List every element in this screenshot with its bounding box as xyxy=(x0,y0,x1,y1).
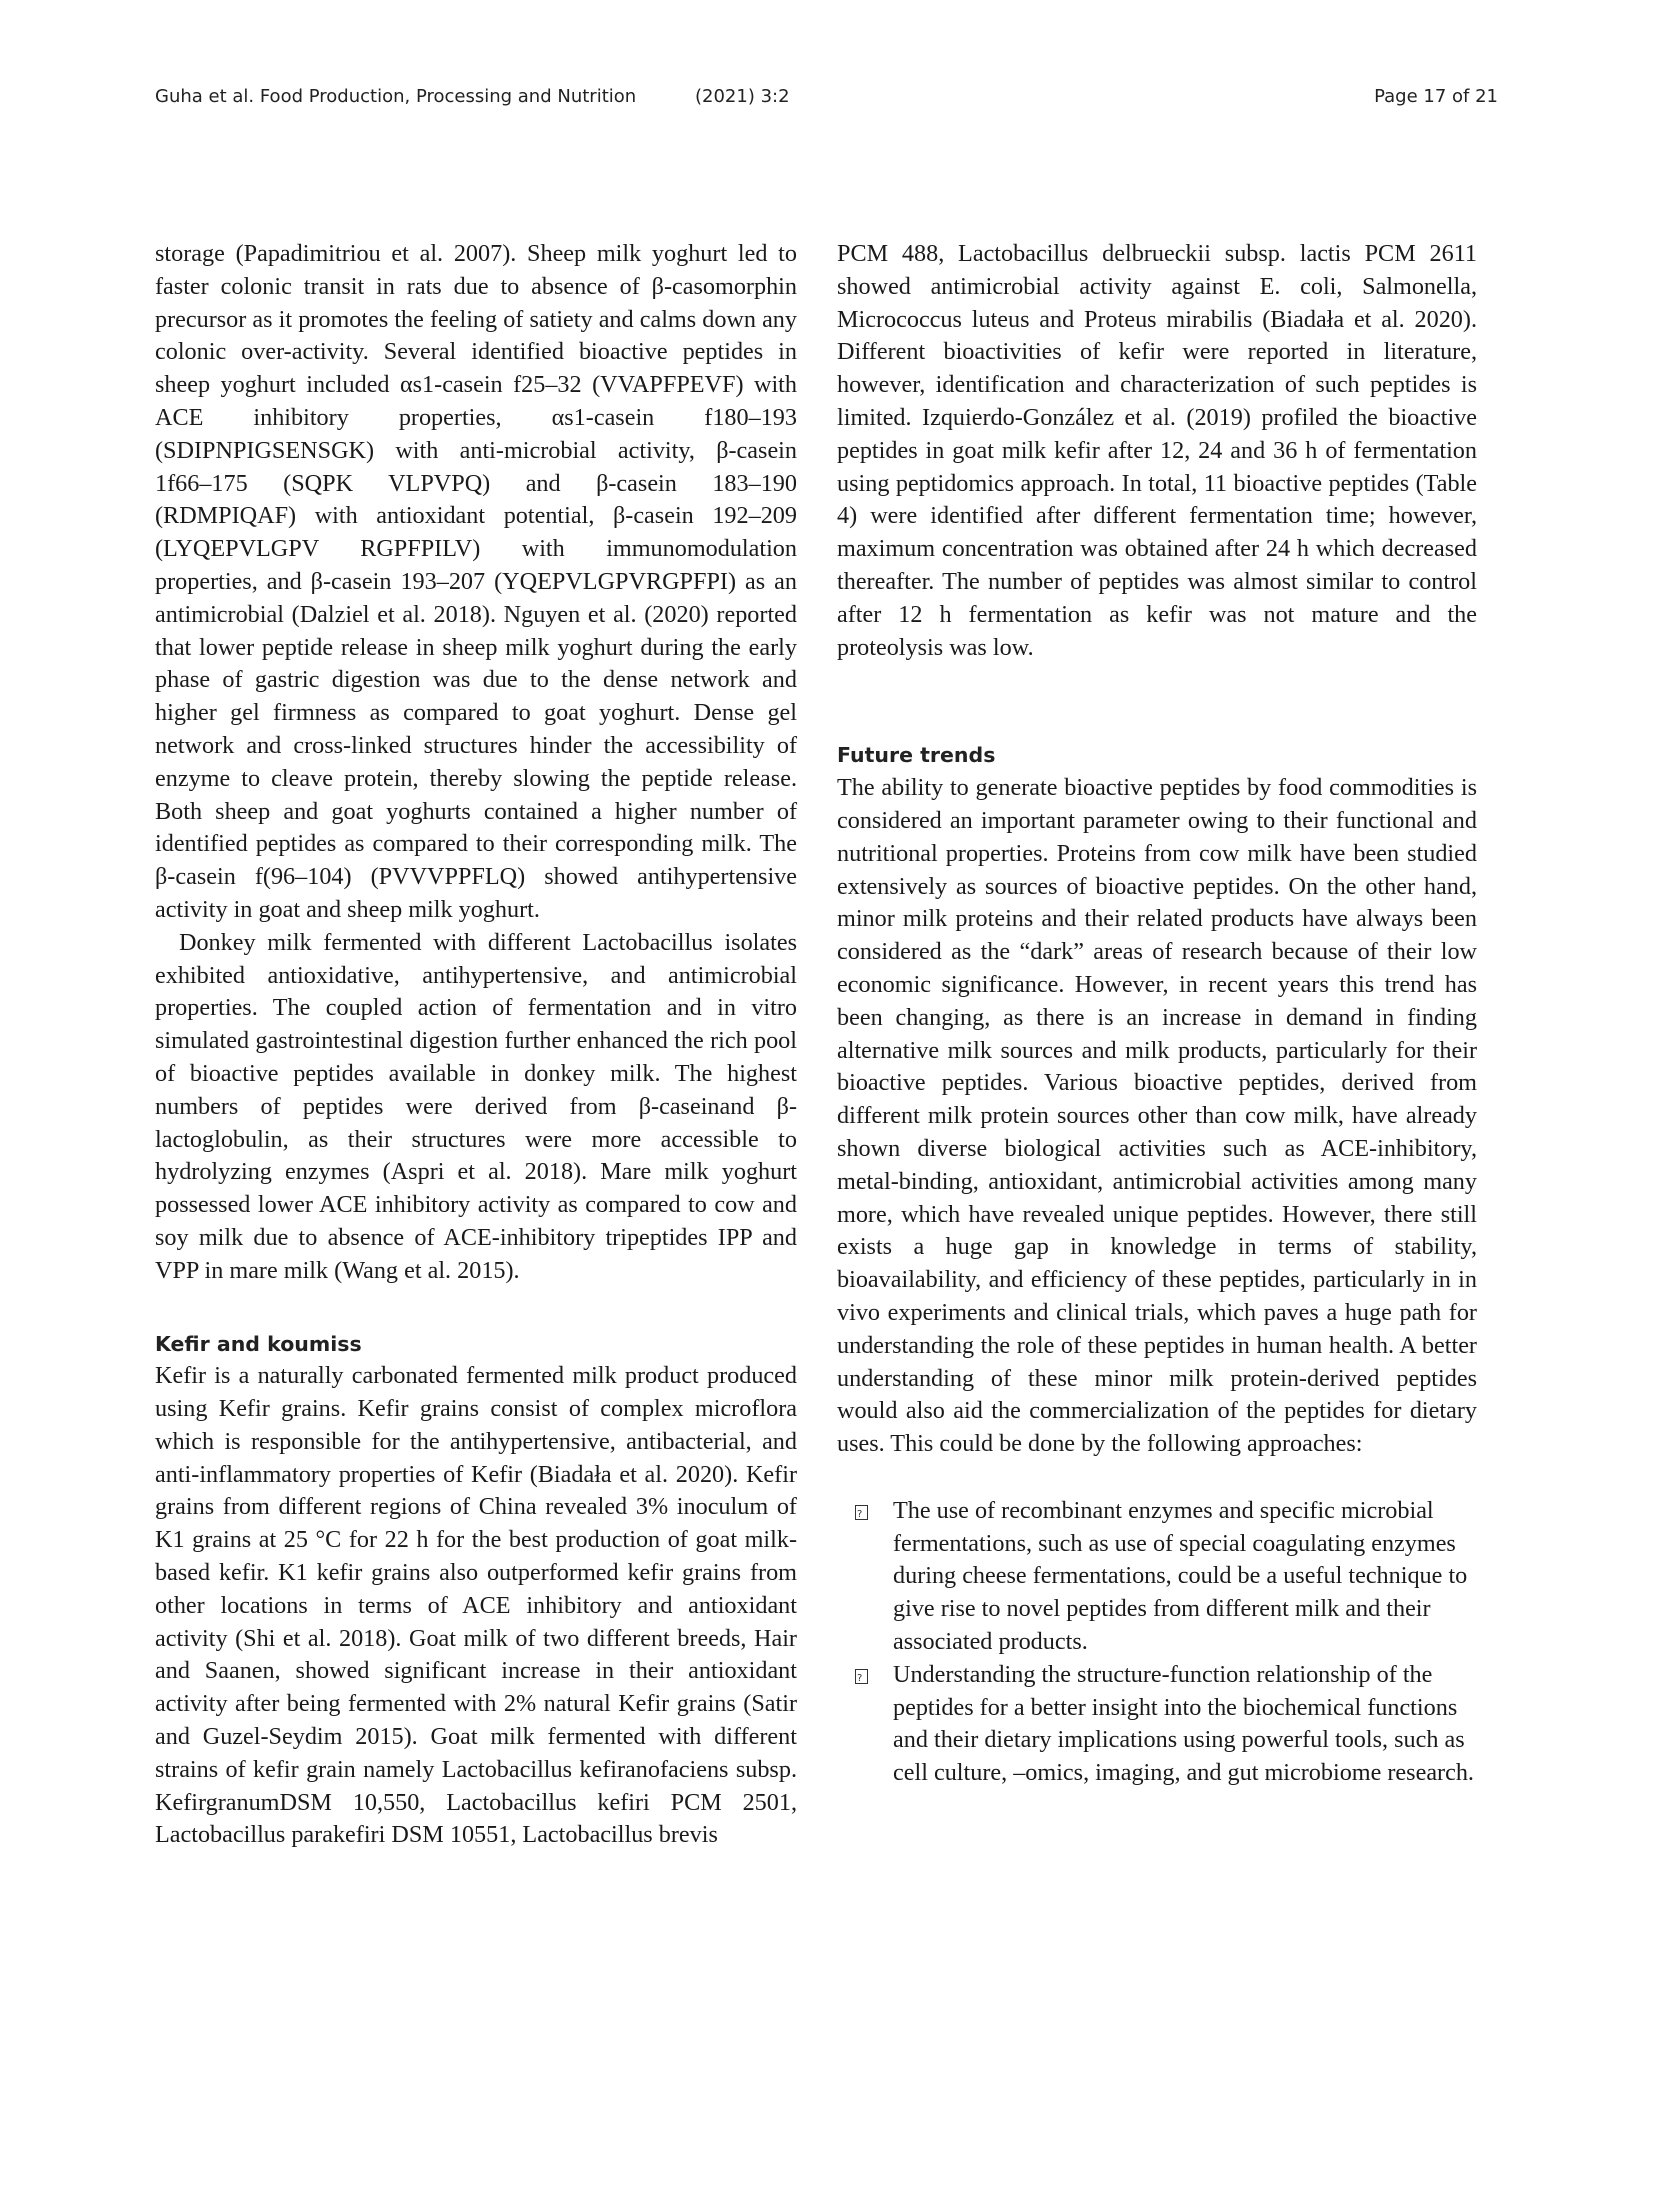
paragraph-donkey-mare-milk: Donkey milk fermented with different Lactobacillus isolates exhibited antioxidative, antihypertensive, and antimicrobial properties. The coupled action of fermentation and in vitro simulated gastrointestinal digestion further enhanced the rich pool of bioactive peptides available in donkey milk. The highest numbers of peptides were derived from β-caseinand β-lactoglobulin, as their structures were more accessible to hydrolyzing enzymes (Aspri et al. 2018). Mare milk yoghurt possessed lower ACE inhibitory activity as compared to cow and soy milk due to absence of ACE-inhibitory tripeptides IPP and VPP in mare milk (Wang et al. 2015). xyxy=(155,928,797,1284)
paragraph-sheep-yoghurt: storage (Papadimitriou et al. 2007). Sheep milk yoghurt led to faster colonic transit in rats due to absence of β-casomorphin precursor as it promotes the feeling of satiety and calms down any colonic over-activity. Several identified bioactive peptides in sheep yoghurt included αs1-casein f25–32 (VVAPFPEVF) with ACE inhibitory properties, αs1-casein f180–193 (SDIPNPIGSENSGK) with anti-microbial activity, β-casein 1f66–175 (SQPK VLPVPQ) and β-casein 183–190 (RDMPIQAF) with antioxidant potential, β-casein 192–209 (LYQEPVLGPV RGPFPILV) with immunomodulation properties, and β-casein 193–207 (YQEPVLGPVRGPFPI) as an antimicrobial (Dalziel et al. 2018). Nguyen et al. (2020) reported that lower peptide release in sheep milk yoghurt during the early phase of gastric digestion was due to the dense network and higher gel firmness as compared to goat yoghurt. Dense gel network and cross-linked structures hinder the accessibility of enzyme to cleave protein, thereby slowing the peptide release. Both sheep and goat yoghurts contained a higher number of identified peptides as compared to their corresponding milk. The β-casein f(96–104) (PVVVPPFLQ) showed antihypertensive activity in goat and sheep milk yoghurt. xyxy=(155,240,797,923)
page-header xyxy=(155,86,1498,116)
section-heading-future-trends: Future trends xyxy=(837,743,996,768)
left-column xyxy=(155,238,797,1852)
missing-glyph-bullet-icon xyxy=(855,1669,868,1684)
paragraph-kefir-continued: PCM 488, Lactobacillus delbrueckii subsp. lactis PCM 2611 showed antimicrobial activity against E. coli, Salmonella, Micrococcus luteus and Proteus mirabilis (Biadała et al. 2020). Different bioactivities of kefir were reported in literature, however, identification and characterization of such peptides is limited. Izquierdo-González et al. (2019) profiled the bioactive peptides in goat milk kefir after 12, 24 and 36 h of fermentation using peptidomics approach. In total, 11 bioactive peptides (Table 4) were identified after different fermentation time; however, maximum concentration was obtained after 24 h which decreased thereafter. The number of peptides was almost similar to control after 12 h fermentation as kefir was not mature and the proteolysis was low. xyxy=(837,240,1477,661)
list-item xyxy=(837,1495,1477,1659)
missing-glyph-bullet-icon xyxy=(855,1505,868,1520)
page-number: Page 17 of 21 xyxy=(1374,86,1498,107)
list-item-text: Understanding the structure-function relationship of the peptides for a better insight into the biochemical functions and their dietary implications using powerful tools, such as cell culture, –omics, imaging, and gut microbiome research. xyxy=(893,1660,1474,1787)
section-heading-kefir: Kefir and koumiss xyxy=(155,1331,362,1356)
right-column xyxy=(837,238,1477,1790)
journal-title: Guha et al. Food Production, Processing and Nutrition xyxy=(155,86,637,107)
paragraph-kefir: Kefir is a naturally carbonated fermented milk product produced using Kefir grains. Kefir grains consist of complex microflora which is responsible for the antihypertensive, antibacterial, and anti-inflammatory properties of Kefir (Biadała et al. 2020). Kefir grains from different regions of China revealed 3% inoculum of K1 grains at 25 °C for 22 h for the best production of goat milk-based kefir. K1 kefir grains also outperformed kefir grains from other locations in terms of ACE inhibitory and antioxidant activity (Shi et al. 2018). Goat milk of two different breeds, Hair and Saanen, showed significant increase in their antioxidant activity after being fermented with 2% natural Kefir grains (Satir and Guzel-Seydim 2015). Goat milk fermented with different strains of kefir grain namely Lactobacillus kefiranofaciens subsp. KefirgranumDSM 10,550, Lactobacillus kefiri PCM 2501, Lactobacillus parakefiri DSM 10551, Lactobacillus brevis xyxy=(155,1362,797,1849)
approaches-list xyxy=(837,1495,1477,1790)
journal-year-volume: (2021) 3:2 xyxy=(695,86,790,107)
paragraph-future-trends: The ability to generate bioactive peptides by food commodities is considered an important parameter owing to their functional and nutritional properties. Proteins from cow milk have been studied extensively as sources of bioactive peptides. On the other hand, minor milk proteins and their related products have always been considered as the “dark” areas of research because of their low economic significance. However, in recent years this trend has been changing, as there is an increase in demand in finding alternative milk sources and milk products, particularly for their bioactive peptides. Various bioactive peptides, derived from different milk protein sources other than cow milk, have already shown diverse biological activities such as ACE-inhibitory, metal-binding, antioxidant, antimicrobial activities among many more, which have revealed unique peptides. However, there still exists a huge gap in knowledge in terms of stability, bioavailability, and efficiency of these peptides, particularly in in vivo experiments and clinical trials, which paves a huge path for understanding the role of these peptides in human health. A better understanding of these minor milk protein-derived peptides would also aid the commercialization of the peptides for dietary uses. This could be done by the following approaches: xyxy=(837,774,1477,1458)
list-item xyxy=(837,1659,1477,1790)
list-item-text: The use of recombinant enzymes and specific microbial fermentations, such as use of special coagulating enzymes during cheese fermentations, could be a useful technique to give rise to novel peptides from different milk and their associated products. xyxy=(893,1496,1468,1656)
